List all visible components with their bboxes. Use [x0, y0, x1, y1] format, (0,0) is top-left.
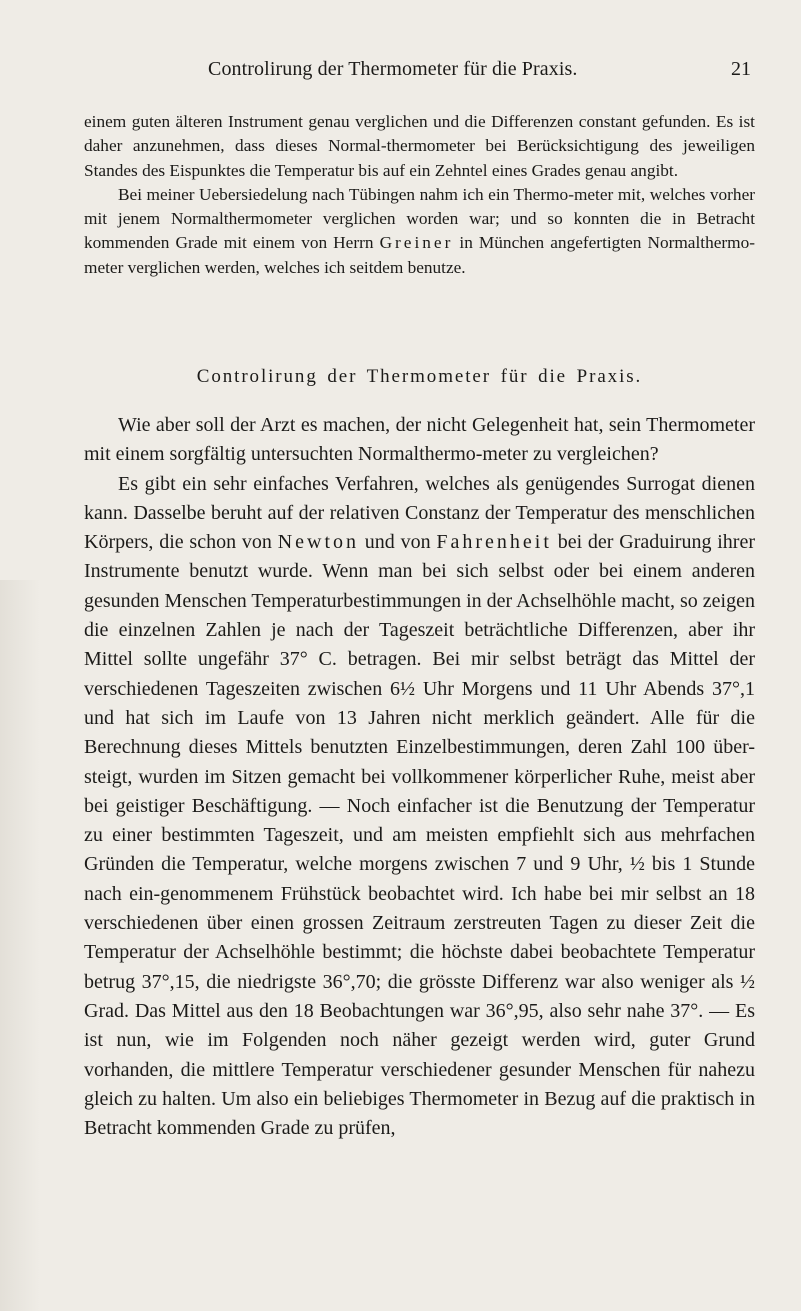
name-fahrenheit: Fahrenheit [436, 531, 552, 554]
intro-paragraph-1: einem guten älteren Instrument genau verglichen und die Differenzen constant gefunden. Es ist daher anzunehmen, dass dieses Normal-thermometer bei Berücksichtigung des jeweiligen Standes des Eispunktes die Temperatur bis auf ein Zehntel eines Grades genau angibt. [84, 112, 755, 180]
section-paragraph-1: Wie aber soll der Arzt es machen, der nicht Gelegenheit hat, sein Thermometer mit einem sorgfältig untersuchten Normalthermo-meter zu vergleichen? [84, 414, 755, 466]
page-edge-shadow [0, 580, 40, 1311]
name-newton: Newton [277, 531, 360, 554]
section-paragraph-2-join: und von [359, 531, 437, 554]
section-paragraph-2-body: bei der Graduirung ihrer Instrumente benutzt wurde. Wenn man bei sich selbst oder bei einem anderen gesunden Menschen Temperaturbestimmungen in der Achselhöhle macht, so zeigen die einzelnen Zahlen je nach der Tageszeit beträchtliche Differenzen, aber ihr Mittel sollte ungefähr 37° C. betragen. Bei mir selbst beträgt das Mittel der verschiedenen Tageszeiten zwischen 6½ Uhr Morgens und 11 Uhr Abends 37°,1 und hat sich im Laufe von 13 Jahren nicht merklich geändert. Alle für die Berechnung dieses Mittels benutzten Einzelbestimmungen, deren Zahl 100 über-steigt, wurden im Sitzen gemacht bei vollkommener körperlicher Ruhe, meist aber bei geistiger Beschäftigung. — Noch einfacher ist die Benutzung der Temperatur zu einer bestimmten Tageszeit, und am meisten empfiehlt sich aus mehrfachen Gründen die Temperatur, welche morgens zwischen 7 und 9 Uhr, ½ bis 1 Stunde nach ein-genommenem Frühstück beobachtet wird. Ich habe bei mir selbst an 18 verschiedenen über einen grossen Zeitraum zerstreuten Tagen zu dieser Zeit die Temperatur der Achselhöhle bestimmt; die höchste dabei beobachtete Temperatur betrug 37°,15, die niedrigste 36°,70; die grösste Differenz war also weniger als ½ Grad. Das Mittel aus den 18 Beobachtungen war 36°,95, also sehr nahe 37°. — Es ist nun, wie im Folgenden noch näher gezeigt werden wird, guter Grund vorhanden, die mittlere Temperatur verschiedener gesunder Menschen für nahezu gleich zu halten. Um also ein beliebiges Thermometer in Bezug auf die praktisch in Betracht kommenden Grade zu prüfen, [84, 531, 756, 1140]
name-greiner: Greiner [379, 233, 454, 253]
running-head [84, 58, 751, 88]
page-number: 21 [731, 58, 751, 80]
intro-paragraph-2-start: Bei meiner Uebersiedelung nach Tübingen nahm ich ein Thermo-meter mit, welches vorher mit jenem Normalthermometer verglichen worden war; und so konnten die in Betracht kommenden Grade mit einem von Herrn [84, 184, 755, 253]
section-heading: Controlirung der Thermometer für die Praxis. [196, 366, 643, 387]
running-title: Controlirung der Thermometer für die Praxis. [208, 58, 578, 80]
section-text [84, 411, 755, 1143]
section-paragraph-2-start: Es gibt ein sehr einfaches Verfahren, welches als genügendes Surrogat dienen kann. Dasselbe beruht auf der relativen Constanz der Temperatur des menschlichen Körpers, die schon von [84, 472, 755, 554]
intro-paragraph-2 [84, 183, 755, 280]
intro-paragraph-2-end: in München angefertigten Normalthermo-meter verglichen werden, welches ich seitdem benutze. [84, 233, 755, 277]
intro-text [84, 110, 755, 280]
section-paragraph-2 [84, 470, 755, 1144]
